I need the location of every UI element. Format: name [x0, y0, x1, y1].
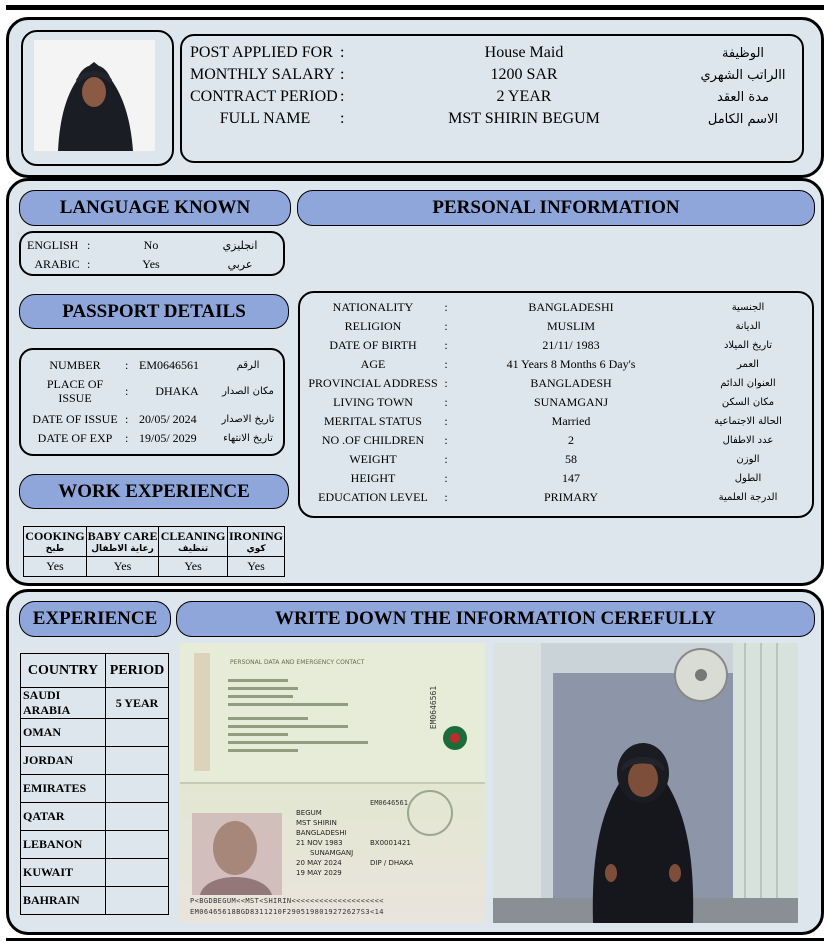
field-colon: : [444, 471, 448, 485]
personal-value: SUNAMGANJ [533, 395, 608, 409]
skill-name-arabic: طبخ [45, 544, 65, 554]
language-label-arabic: عربي [227, 257, 253, 271]
field-colon: : [340, 110, 345, 127]
passport-value: DHAKA [155, 383, 199, 398]
skill-name: BABY CARE [87, 529, 158, 543]
field-colon: : [444, 490, 448, 504]
personal-label: LIVING TOWN [333, 395, 413, 409]
table-row [21, 719, 169, 747]
personal-value: 21/11/ 1983 [542, 338, 600, 352]
personal-label: WEIGHT [349, 452, 397, 466]
full-body-photo [493, 643, 798, 923]
passport-scan-surname: BEGUM [296, 809, 322, 817]
field-colon: : [125, 357, 129, 372]
personal-label: HEIGHT [350, 471, 396, 485]
personal-label: NO .OF CHILDREN [321, 433, 425, 447]
header-section [6, 17, 824, 178]
personal-rows [306, 298, 806, 507]
field-colon: : [444, 300, 448, 314]
passport-label: DATE OF EXP [37, 430, 113, 445]
field-label: CONTRACT PERIOD [190, 88, 338, 105]
passport-label: NUMBER [49, 357, 101, 372]
field-label: FULL NAME [219, 110, 311, 127]
passport-value: 19/05/ 2029 [139, 430, 197, 445]
personal-row [306, 431, 806, 450]
period-cell [106, 887, 169, 915]
skill-name: CLEANING [160, 529, 226, 543]
skill-name-arabic: كوي [246, 544, 266, 554]
passport-mrz-line-1: P<BGDBEGUM<<MST<SHIRIN<<<<<<<<<<<<<<<<<<<< [190, 897, 384, 905]
passport-value: 20/05/ 2024 [139, 411, 197, 426]
country-cell: QATAR [21, 803, 106, 831]
skill-value: Yes [86, 557, 158, 577]
language-label: ENGLISH [27, 237, 79, 252]
personal-value: 41 Years 8 Months 6 Day's [506, 357, 636, 371]
header-row [190, 42, 798, 64]
applicant-photo [34, 40, 155, 151]
personal-label-arabic: عدد الاطفال [722, 435, 774, 446]
country-column-header: COUNTRY [21, 654, 106, 688]
details-section [6, 178, 824, 586]
personal-row [306, 374, 806, 393]
passport-label-arabic: تاريخ الاصدار [221, 413, 275, 425]
passport-scan-dob: 21 NOV 1983 [296, 839, 343, 847]
period-cell [106, 803, 169, 831]
personal-label-arabic: مكان السكن [721, 397, 775, 408]
passport-heading: PASSPORT DETAILS [19, 294, 289, 329]
experience-section [6, 589, 824, 935]
country-cell: SAUDI ARABIA [21, 688, 106, 719]
country-cell: JORDAN [21, 747, 106, 775]
table-row [21, 887, 169, 915]
personal-value: BANGLADESHI [528, 300, 614, 314]
passport-box [19, 348, 285, 456]
personal-label-arabic: الحالة الاجتماعية [714, 416, 782, 427]
passport-scan-country: BANGLADESHI [296, 829, 347, 837]
top-rule [6, 5, 824, 10]
passport-label-arabic: الرقم [236, 359, 260, 371]
skills-table [23, 526, 285, 577]
personal-label-arabic: الوزن [736, 454, 760, 465]
language-value: No [143, 237, 159, 252]
passport-scan-number-2: EM0646561 [370, 799, 408, 807]
country-cell: BAHRAIN [21, 887, 106, 915]
passport-scan-number: EM0646561 [429, 685, 439, 730]
period-cell [106, 719, 169, 747]
field-colon: : [125, 383, 129, 398]
field-colon: : [444, 395, 448, 409]
work-heading: WORK EXPERIENCE [19, 474, 289, 509]
language-box [19, 231, 285, 276]
field-colon: : [444, 338, 448, 352]
personal-label: DATE OF BIRTH [329, 338, 417, 352]
field-colon: : [340, 88, 345, 105]
passport-label: PLACE OF ISSUE [46, 377, 104, 405]
period-cell [106, 775, 169, 803]
country-cell: LEBANON [21, 831, 106, 859]
personal-label-arabic: تاريخ الميلاد [723, 340, 773, 351]
field-label-arabic: الاسم الكامل [707, 111, 779, 127]
field-colon: : [340, 66, 345, 83]
passport-row [25, 356, 281, 374]
passport-row [25, 429, 281, 447]
personal-label-arabic: العمر [737, 359, 759, 370]
header-row [190, 86, 798, 108]
passport-label-arabic: مكان الصدار [222, 385, 274, 397]
field-label: MONTHLY SALARY [190, 66, 335, 83]
table-row [21, 803, 169, 831]
period-column-header: PERIOD [106, 654, 169, 688]
personal-row [306, 298, 806, 317]
personal-label-arabic: الدرجة العلمية [718, 492, 778, 503]
personal-value: 147 [562, 471, 580, 485]
table-row [21, 688, 169, 719]
personal-heading: PERSONAL INFORMATION [297, 190, 815, 226]
passport-scan-issue: 20 MAY 2024 [296, 859, 342, 867]
field-colon: : [444, 376, 448, 390]
field-colon: : [125, 430, 129, 445]
period-cell: 5 YEAR [106, 688, 169, 719]
language-label: ARABIC [34, 256, 80, 271]
skill-value: Yes [228, 557, 285, 577]
field-value: 2 YEAR [496, 88, 552, 105]
personal-row [306, 355, 806, 374]
header-row [190, 108, 798, 130]
passport-scan-place: SUNAMGANJ [310, 849, 354, 857]
skill-cell [24, 527, 87, 557]
personal-label: MERITAL STATUS [324, 414, 422, 428]
personal-label-arabic: الجنسية [731, 302, 765, 313]
personal-label: AGE [360, 357, 386, 371]
personal-row [306, 469, 806, 488]
field-colon: : [340, 44, 345, 61]
skill-name-arabic: رعاية الاطفال [91, 544, 154, 554]
language-row [27, 236, 279, 254]
personal-row [306, 336, 806, 355]
skill-value: Yes [159, 557, 228, 577]
personal-value: 58 [565, 452, 577, 466]
passport-scan-heading: PERSONAL DATA AND EMERGENCY CONTACT [230, 659, 365, 666]
passport-row [25, 410, 281, 428]
language-heading: LANGUAGE KNOWN [19, 190, 291, 226]
field-label-arabic: االراتب الشهري [700, 67, 786, 83]
field-value: 1200 SAR [490, 66, 558, 83]
language-row [27, 255, 279, 273]
passport-mrz-line-2: EM06465618BGD8311210F2905198019272627S3<14 [190, 908, 384, 916]
personal-label: EDUCATION LEVEL [318, 490, 428, 504]
personal-row [306, 412, 806, 431]
passport-scan-name: MST SHIRIN [296, 819, 337, 827]
personal-row [306, 450, 806, 469]
field-value: House Maid [484, 44, 564, 61]
personal-label: RELIGION [344, 319, 402, 333]
skill-cell [86, 527, 158, 557]
personal-label-arabic: العنوان الدائم [720, 378, 776, 389]
instructions-banner: WRITE DOWN THE INFORMATION CEREFULLY [176, 601, 815, 637]
field-colon: : [87, 256, 91, 271]
field-label-arabic: مدة العقد [717, 89, 769, 105]
experience-heading: EXPERIENCE [19, 601, 171, 637]
header-info-box [180, 34, 804, 163]
language-value: Yes [142, 256, 160, 271]
passport-scan-authority: DIP / DHAKA [370, 859, 414, 867]
period-cell [106, 859, 169, 887]
skill-value: Yes [24, 557, 87, 577]
passport-value: EM0646561 [139, 357, 199, 372]
passport-label-arabic: تاريخ الانتهاء [223, 432, 273, 444]
field-colon: : [444, 357, 448, 371]
personal-label-arabic: الطول [734, 473, 762, 484]
skill-cell [228, 527, 285, 557]
field-value: MST SHIRIN BEGUM [448, 110, 600, 127]
header-row [190, 64, 798, 86]
table-row [21, 775, 169, 803]
country-cell: OMAN [21, 719, 106, 747]
period-cell [106, 831, 169, 859]
passport-scan-image [180, 643, 485, 923]
table-row [21, 859, 169, 887]
personal-row [306, 488, 806, 507]
field-label-arabic: الوظيفة [721, 45, 765, 61]
personal-info-box [298, 291, 814, 518]
passport-scan-personal-no: BX0001421 [370, 839, 411, 847]
skill-name: IRONING [229, 529, 284, 543]
skill-name: COOKING [25, 529, 85, 543]
period-cell [106, 747, 169, 775]
experience-table [20, 653, 169, 915]
personal-label: PROVINCIAL ADDRESS [308, 376, 438, 390]
table-row [21, 747, 169, 775]
field-colon: : [125, 411, 129, 426]
country-cell: KUWAIT [21, 859, 106, 887]
field-colon: : [444, 319, 448, 333]
personal-value: BANGLADESH [530, 376, 612, 390]
field-colon: : [444, 414, 448, 428]
field-label: POST APPLIED FOR [190, 44, 333, 61]
language-label-arabic: انجليزي [222, 238, 258, 252]
passport-label: DATE OF ISSUE [32, 411, 118, 426]
table-row [21, 831, 169, 859]
skill-cell [159, 527, 228, 557]
personal-value: PRIMARY [543, 490, 599, 504]
passport-scan-expiry: 19 MAY 2029 [296, 869, 342, 877]
personal-row [306, 393, 806, 412]
personal-row [306, 317, 806, 336]
field-colon: : [444, 452, 448, 466]
personal-value: 2 [568, 433, 574, 447]
country-cell: EMIRATES [21, 775, 106, 803]
field-colon: : [444, 433, 448, 447]
skill-name-arabic: تنظيف [177, 544, 209, 554]
personal-label-arabic: الديانة [735, 321, 761, 332]
personal-label: NATIONALITY [332, 300, 414, 314]
field-colon: : [87, 237, 91, 252]
passport-row [25, 376, 281, 406]
personal-value: Married [551, 414, 591, 428]
personal-value: MUSLIM [546, 319, 595, 333]
